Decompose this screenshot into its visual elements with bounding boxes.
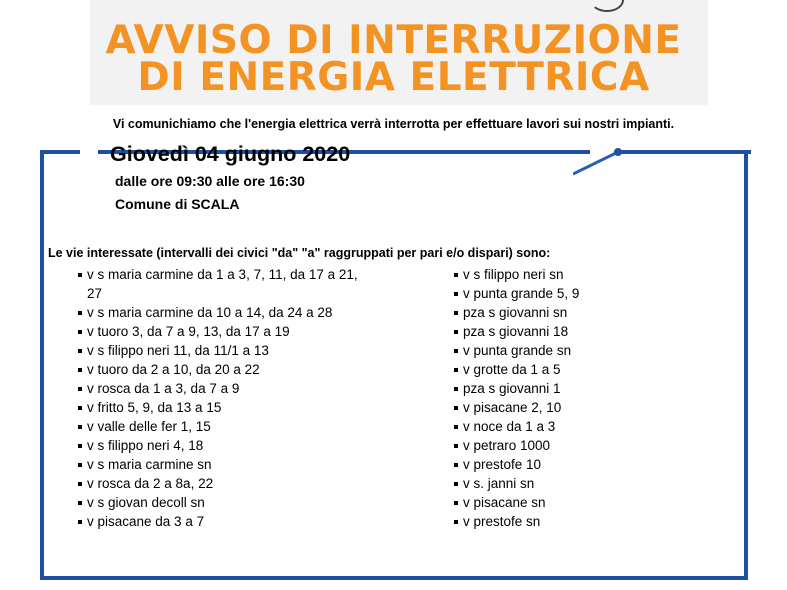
intro-text: Vi comunichiamo che l'energia elettrica verrà interrotta per effettuare lavori sui nostri impianti. [112, 117, 675, 131]
list-item: v s filippo neri 11, da 11/1 a 13 [76, 341, 376, 360]
list-item: v valle delle fer 1, 15 [76, 417, 376, 436]
list-item: v fritto 5, 9, da 13 a 15 [76, 398, 376, 417]
title-line-2: DI ENERGIA ELETTRICA [137, 55, 650, 100]
list-item: pza s giovanni 18 [452, 322, 712, 341]
list-item: v punta grande sn [452, 341, 712, 360]
list-item: v punta grande 5, 9 [452, 284, 712, 303]
list-item: v s maria carmine sn [76, 455, 376, 474]
title-line-1: AVVISO DI INTERRUZIONE [105, 18, 682, 63]
outage-comune: Comune di SCALA [115, 196, 240, 212]
frame-gap-left [80, 148, 98, 156]
list-item: v petraro 1000 [452, 436, 712, 455]
list-item: v s. janni sn [452, 474, 712, 493]
list-item: v pisacane sn [452, 493, 712, 512]
streets-list-left [76, 265, 376, 531]
list-item: v rosca da 2 a 8a, 22 [76, 474, 376, 493]
pen-line-icon [573, 148, 773, 178]
list-item: v tuoro 3, da 7 a 9, 13, da 17 a 19 [76, 322, 376, 341]
outage-date: Giovedì 04 giugno 2020 [110, 142, 351, 166]
list-item: v s giovan decoll sn [76, 493, 376, 512]
list-item: pza s giovanni sn [452, 303, 712, 322]
list-item: v s filippo neri sn [452, 265, 712, 284]
list-item: v s maria carmine da 1 a 3, 7, 11, da 17 a 21, 27 [76, 265, 376, 303]
notice-title [0, 18, 787, 100]
list-item: v pisacane da 3 a 7 [76, 512, 376, 531]
list-item: v grotte da 1 a 5 [452, 360, 712, 379]
list-item: v prestofe sn [452, 512, 712, 531]
list-item: v noce da 1 a 3 [452, 417, 712, 436]
list-item: v rosca da 1 a 3, da 7 a 9 [76, 379, 376, 398]
list-item: v prestofe 10 [452, 455, 712, 474]
outage-time: dalle ore 09:30 alle ore 16:30 [115, 173, 305, 189]
list-item: v s filippo neri 4, 18 [76, 436, 376, 455]
list-item: pza s giovanni 1 [452, 379, 712, 398]
streets-heading: Le vie interessate (intervalli dei civici "da" "a" raggruppati per pari e/o dispari) sono: [48, 246, 551, 260]
list-item: v s maria carmine da 10 a 14, da 24 a 28 [76, 303, 376, 322]
list-item: v pisacane 2, 10 [452, 398, 712, 417]
list-item: v tuoro da 2 a 10, da 20 a 22 [76, 360, 376, 379]
streets-list-right [452, 265, 712, 531]
